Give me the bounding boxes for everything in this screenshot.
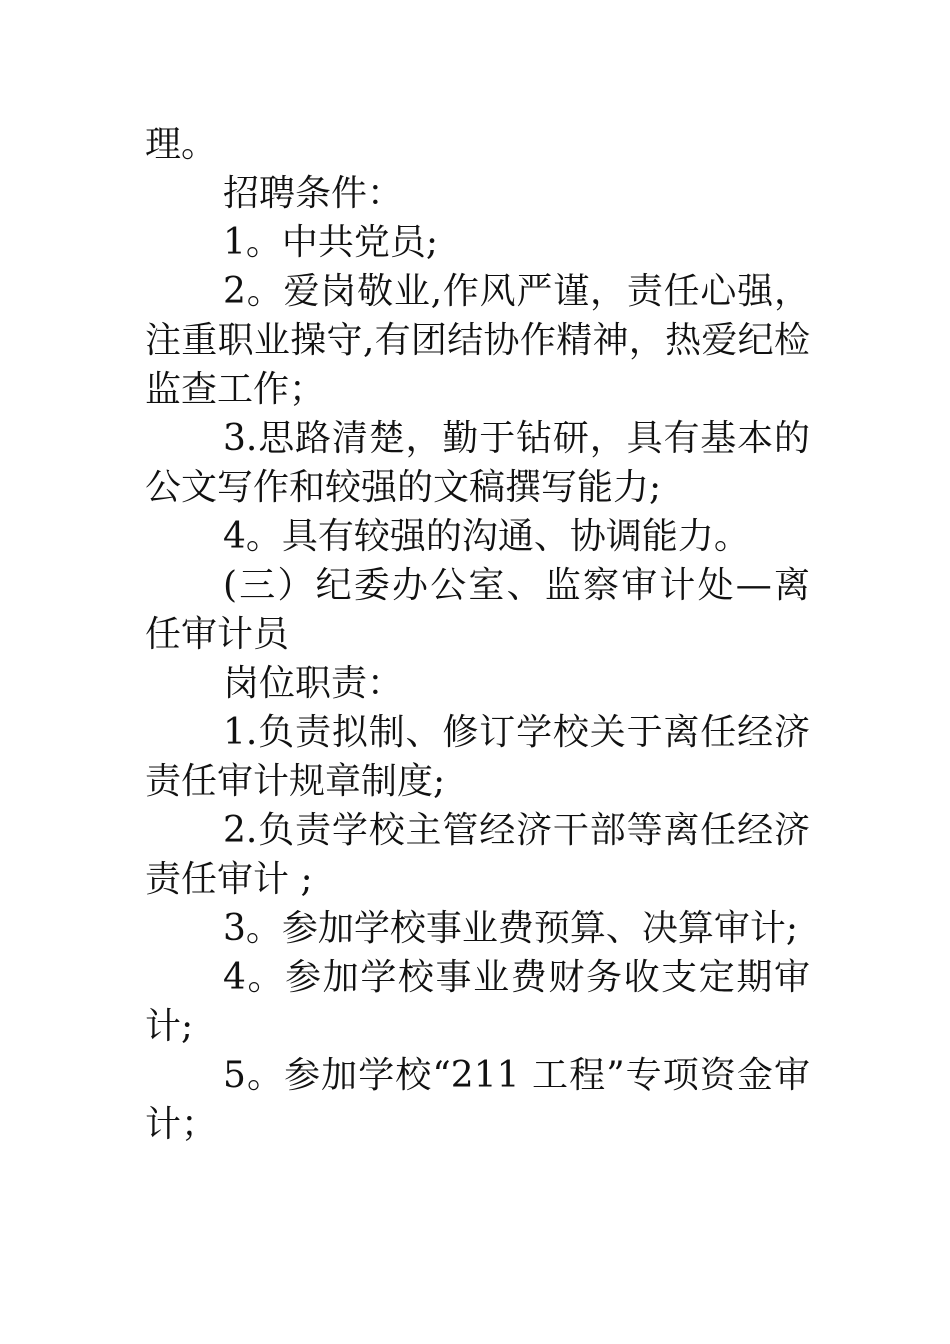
duty-item-4: 4。参加学校事业费财务收支定期审计; [145,957,810,1047]
condition-item-4: 4。具有较强的沟通、协调能力。 [223,516,750,557]
paragraph-continuation: 理。 [145,124,218,165]
duty-item-2: 2.负责学校主管经济干部等离任经济责任审计 ; [145,810,810,900]
heading-job-duties: 岗位职责： [223,663,404,704]
duty-item-3: 3。参加学校事业费预算、决算审计; [223,908,799,949]
section-heading-auditor: (三）纪委办公室、监察审计处—离任审计员 [145,565,810,655]
document-page [145,120,810,1149]
condition-item-1: 1。中共党员; [223,222,439,263]
condition-item-3: 3.思路清楚，勤于钻研，具有基本的公文写作和较强的文稿撰写能力; [145,418,810,508]
condition-item-2: 2。爱岗敬业,作风严谨，责任心强，注重职业操守,有团结协作精神，热爱纪检监查工作； [145,271,810,410]
duty-item-1: 1.负责拟制、修订学校关于离任经济责任审计规章制度; [145,712,810,802]
duty-item-5: 5。参加学校“211 工程”专项资金审计； [145,1055,810,1145]
heading-recruitment-conditions: 招聘条件： [223,173,404,214]
